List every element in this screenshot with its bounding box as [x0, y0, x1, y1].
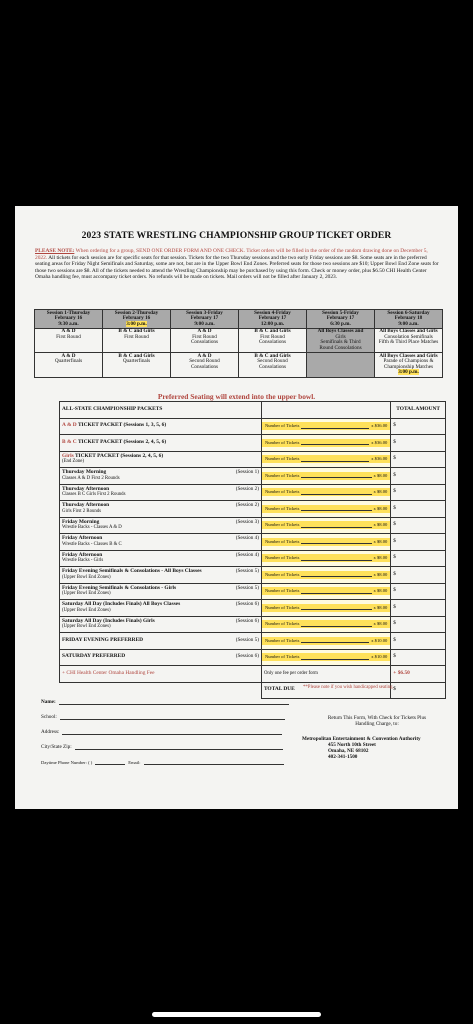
- ticket-count-cell[interactable]: [261, 451, 390, 468]
- packet-description: [60, 633, 262, 650]
- session-event2-1-line: A & D: [61, 352, 76, 359]
- packet-subtitle: Wrestle Backs - Classes B & C: [62, 541, 122, 547]
- amount-dollar: $: [393, 636, 396, 643]
- ticket-price: x $8.00: [373, 505, 388, 511]
- amount-cell[interactable]: [391, 534, 446, 551]
- session-event2-6-line: [376, 370, 441, 376]
- session-event-6-line: Consolation Semifinals: [384, 333, 433, 340]
- ticket-price: x $8.00: [373, 522, 388, 528]
- packet-title: Friday Evening Semifinals & Consolations - All Boys Classes: [62, 568, 202, 575]
- address-street: 455 North 10th Street: [328, 742, 376, 748]
- amount-dollar: $: [393, 455, 396, 462]
- amount-cell[interactable]: [391, 418, 446, 435]
- session-event2-6: [375, 353, 443, 377]
- ticket-price: x $8.00: [373, 588, 388, 594]
- session-event-6: [375, 328, 443, 352]
- packet-row: [60, 517, 446, 534]
- packet-row: [60, 501, 446, 518]
- packet-description: [60, 583, 262, 600]
- city-field[interactable]: [75, 744, 283, 750]
- session-header-2-line: Session 2-Thursday: [114, 309, 159, 316]
- packet-row: [60, 583, 446, 600]
- packet-subtitle: Classes B C Girls First 2 Rounds: [62, 492, 126, 498]
- amount-cell[interactable]: [391, 567, 446, 584]
- ticket-count-field[interactable]: [301, 605, 371, 610]
- session-event-2-line: B & C and Girls: [118, 328, 155, 335]
- amount-dollar: $: [393, 521, 396, 528]
- session-ref: (Session 4): [235, 551, 259, 558]
- ticket-count-field[interactable]: [301, 490, 371, 495]
- email-field[interactable]: [144, 759, 284, 765]
- school-field[interactable]: [60, 714, 285, 720]
- packet-row: [60, 600, 446, 617]
- amount-cell[interactable]: [391, 468, 446, 485]
- session-ref: (Session 3): [235, 518, 259, 525]
- packet-title: TICKET PACKET (Sessions 2, 4, 5, 6): [73, 452, 164, 459]
- packet-description: [60, 418, 262, 435]
- session-event2-5: [307, 353, 375, 377]
- packet-subtitle: Classes A & D First 2 Rounds: [62, 475, 120, 481]
- packet-subtitle: (Upper Bowl End Zones): [62, 574, 111, 580]
- session-event-6-line: Fifth & Third Place Matches: [378, 339, 439, 346]
- number-of-tickets-label: Number of Tickets: [264, 439, 300, 445]
- ticket-count-cell[interactable]: [261, 501, 390, 518]
- ticket-price: x $36.00: [371, 456, 388, 462]
- address-org: Metropolitan Entertainment & Convention Authority: [302, 736, 421, 742]
- ticket-count-cell[interactable]: [261, 468, 390, 485]
- amount-dollar: $: [393, 570, 396, 577]
- session-header-3: [171, 310, 239, 329]
- session-ref: (Session 6): [235, 653, 259, 660]
- packet-row: [60, 616, 446, 633]
- mailing-address: [302, 736, 421, 760]
- packet-title: FRIDAY EVENING PREFERRED: [62, 636, 144, 643]
- session-header-5: [307, 310, 375, 329]
- ticket-count-cell[interactable]: [261, 435, 390, 452]
- packet-title: Saturday All Day (Includes Finals) Girls: [62, 617, 155, 624]
- number-of-tickets-label: Number of Tickets: [264, 621, 300, 627]
- session-event-1: [35, 328, 103, 352]
- amount-dollar: $: [393, 587, 396, 594]
- session-event2-3-line: A & D: [197, 352, 212, 359]
- handicapped-footnote: **Please note if you wish handicapped seating.: [303, 685, 394, 690]
- session-ref: (Session 2): [235, 502, 259, 509]
- intro-body: All tickets for each session are for specific seats for that session. Tickets for the two Thursday sessions and the two early Friday sessions are $8. Some seats are in the preferred seating areas for Friday Night Semifinals and Saturday, some are not, but are in the Upper Bowl End Zones. Preferred seats for those two sessions are $10; Upper Bowl End Zone seats for those two sessions are $8. All of the tickets needed to attend the Wrestling Championship may be purchased by using this form. Check or money order, plus $6.50 CHI Health Center Omaha handling fee, must accompany ticket orders. No refunds will be made on tickets. Mail orders will not be filled after January 2, 2023.: [35, 254, 439, 281]
- session-header-2-line: February 16: [122, 315, 151, 322]
- packet-title: Thursday Afternoon: [62, 502, 110, 509]
- packet-row: [60, 567, 446, 584]
- ticket-count-cell[interactable]: [261, 418, 390, 435]
- ticket-price: x $8.00: [373, 489, 388, 495]
- packet-title: Friday Morning: [62, 518, 100, 525]
- session-event-6-line: All Boys Classes and Girls: [379, 328, 438, 335]
- amount-dollar: $: [393, 488, 396, 495]
- packet-subtitle: Wrestle Backs - Girls: [62, 558, 104, 564]
- ticket-count-field[interactable]: [301, 539, 371, 544]
- session-event-2-line: First Round: [124, 333, 149, 340]
- packet-description: [60, 616, 262, 633]
- number-of-tickets-label: Number of Tickets: [264, 555, 300, 561]
- fee-amount-value: + $6.50: [393, 669, 410, 676]
- session-event2-4-line: Second Round: [257, 358, 288, 365]
- number-of-tickets-label: Number of Tickets: [264, 654, 300, 660]
- ticket-price: x $10.00: [371, 637, 388, 643]
- ticket-count-field[interactable]: [301, 440, 369, 445]
- packet-title: Saturday All Day (Includes Finals) All Boys Classes: [62, 601, 181, 608]
- ticket-price: x $8.00: [373, 538, 388, 544]
- amount-dollar: $: [393, 653, 396, 660]
- ticket-count-cell[interactable]: [261, 484, 390, 501]
- ticket-count-field[interactable]: [301, 655, 369, 660]
- name-line[interactable]: [41, 699, 289, 705]
- amount-cell[interactable]: [391, 517, 446, 534]
- session-event-4-line: B & C and Girls: [254, 328, 291, 335]
- ticket-count-cell[interactable]: [261, 633, 390, 650]
- packet-subtitle: (Upper Bowl End Zones): [62, 624, 111, 630]
- packet-title: Friday Evening Semifinals & Consolations - Girls: [62, 584, 177, 591]
- session-event2-3-line: Consolations: [190, 363, 219, 370]
- session-event2-2: [103, 353, 171, 377]
- session-header-1: [35, 310, 103, 329]
- session-event-5-line: All Boys Classes and: [317, 328, 364, 335]
- number-of-tickets-label: Number of Tickets: [264, 588, 300, 594]
- school-label: School:: [41, 714, 57, 720]
- ticket-count-field[interactable]: [301, 506, 371, 511]
- class-highlight: A & D: [62, 422, 77, 429]
- number-of-tickets-label: Number of Tickets: [264, 637, 300, 643]
- packet-description: [60, 649, 262, 666]
- session-header-1-line: 9:30 a.m.: [58, 320, 79, 327]
- session-event2-6-line: All Boys Classes and Girls: [379, 352, 438, 359]
- total-amount-header: TOTAL AMOUNT: [391, 402, 446, 419]
- packets-header-row: [60, 402, 446, 419]
- ticket-price: x $36.00: [371, 423, 388, 429]
- email-label: Email:: [128, 760, 141, 765]
- packet-description: [60, 484, 262, 501]
- packet-row: [60, 649, 446, 666]
- packet-row: [60, 484, 446, 501]
- session-ref: (Session 4): [235, 535, 259, 542]
- session-header-2: [103, 310, 171, 329]
- session-ref: (Session 5): [235, 636, 259, 643]
- address-label: Address:: [41, 729, 60, 735]
- packet-row: [60, 451, 446, 468]
- handling-fee-row: [60, 666, 446, 683]
- handling-fee-note: Only one fee per order form: [261, 666, 390, 683]
- session-header-1-line: February 16: [54, 315, 83, 322]
- amount-dollar: $: [393, 554, 396, 561]
- session-ref: (Session 5): [235, 568, 259, 575]
- session-header-6-line: February 18: [394, 315, 423, 322]
- session-ref: (Session 2): [235, 485, 259, 492]
- session-event-4: [239, 328, 307, 352]
- address-field[interactable]: [62, 729, 282, 735]
- class-highlight: B & C: [62, 438, 77, 445]
- name-field[interactable]: [59, 699, 289, 705]
- session-event-3-line: Consolations: [190, 339, 219, 346]
- number-of-tickets-label: Number of Tickets: [264, 423, 300, 429]
- please-note-text: When ordering for a group, SEND ONE ORDER FORM AND ONE CHECK. Ticket orders will be filled in the order of the random drawing done on December 5, 2022.: [35, 248, 428, 261]
- ticket-price: x $8.00: [373, 472, 388, 478]
- address-phone: 402-341-1500: [328, 754, 358, 760]
- session-header-3-line: 9:00 a.m.: [194, 320, 215, 327]
- session-event2-4: [239, 353, 307, 377]
- packet-title: Friday Afternoon: [62, 535, 103, 542]
- session-event-5-line: Semifinals & Third: [320, 339, 361, 346]
- packet-title: SATURDAY PREFERRED: [62, 653, 126, 660]
- ticket-count-cell[interactable]: [261, 616, 390, 633]
- amount-dollar: $: [393, 603, 396, 610]
- number-of-tickets-label: Number of Tickets: [264, 522, 300, 528]
- amount-cell[interactable]: [391, 616, 446, 633]
- session-event2-6-line: Championship Matches: [383, 363, 434, 370]
- session-event-5-line: Girls: [335, 333, 346, 340]
- class-highlight: Girls: [62, 452, 74, 459]
- session-event2-6-line: Parade of Champions &: [383, 358, 434, 365]
- session-header-6: [375, 310, 443, 329]
- session-event2-4-line: B & C and Girls: [254, 352, 291, 359]
- session-header-4: [239, 310, 307, 329]
- session-event-3: [171, 328, 239, 352]
- packet-subtitle: (Upper Bowl End Zones): [62, 607, 111, 613]
- session-event2-1-line: Quarterfinals: [54, 358, 83, 365]
- packet-title: Thursday Morning: [62, 469, 107, 476]
- session-event-5: [307, 328, 375, 352]
- ticket-count-field[interactable]: [301, 523, 371, 528]
- ticket-count-field[interactable]: [301, 457, 369, 462]
- amount-dollar: $: [393, 504, 396, 511]
- name-label: Name:: [41, 699, 56, 705]
- session-header-1-line: Session 1-Thursday: [46, 309, 91, 316]
- packet-row: [60, 550, 446, 567]
- phone-line[interactable]: [41, 759, 284, 765]
- packet-subtitle: Girls First 2 Rounds: [62, 508, 102, 514]
- packet-title: Thursday Afternoon: [62, 485, 110, 492]
- packet-subtitle: Wrestle Backs - Classes A & D: [62, 525, 122, 531]
- amount-cell[interactable]: [391, 501, 446, 518]
- session-event2-4-line: Consolations: [258, 363, 287, 370]
- packet-description: [60, 435, 262, 452]
- ticket-count-cell[interactable]: [261, 649, 390, 666]
- packet-row: [60, 418, 446, 435]
- session-event-4-line: Consolations: [258, 339, 287, 346]
- preferred-seating-note: Preferred Seating will extend into the upper bowl.: [157, 392, 316, 401]
- session-ref: (Session 6): [235, 617, 259, 624]
- packet-description: [60, 501, 262, 518]
- session-event-1-line: A & D: [61, 328, 76, 335]
- session-header-5-line: Session 5-Friday: [322, 309, 359, 316]
- session-header-4-line: February 17: [258, 315, 287, 322]
- session-header-4-line: Session 4-Friday: [254, 309, 291, 316]
- session-event2-1: [35, 353, 103, 377]
- session-ref: (Session 5): [235, 584, 259, 591]
- ticket-price: x $36.00: [371, 439, 388, 445]
- packet-row: [60, 633, 446, 650]
- packet-title: TICKET PACKET (Sessions 1, 3, 5, 6): [76, 422, 167, 429]
- packet-row: [60, 435, 446, 452]
- school-line[interactable]: [41, 714, 285, 720]
- highlighted-time: 3:00 p.m.: [126, 320, 147, 327]
- packet-description: [60, 534, 262, 551]
- session-event2-2-line: B & C and Girls: [118, 352, 155, 359]
- address-city: Omaha, NE 68102: [328, 748, 369, 754]
- packet-description: [60, 468, 262, 485]
- session-event-2: [103, 328, 171, 352]
- phone-field[interactable]: [95, 759, 125, 765]
- packet-order-table: [59, 401, 446, 699]
- number-of-tickets-label: Number of Tickets: [264, 489, 300, 495]
- amount-cell[interactable]: [391, 550, 446, 567]
- return-instructions: Return This Form, With Check for Tickets Plus Handling Charge, to:: [327, 715, 427, 727]
- packet-description: [60, 550, 262, 567]
- intro-paragraph: [35, 248, 439, 281]
- packet-title: Friday Afternoon: [62, 551, 103, 558]
- ticket-price: x $10.00: [371, 654, 388, 660]
- session-event-3-line: First Round: [192, 333, 217, 340]
- amount-cell[interactable]: [391, 451, 446, 468]
- amount-cell[interactable]: [391, 600, 446, 617]
- total-due-amount[interactable]: $: [391, 682, 446, 699]
- session-header-3-line: February 17: [190, 315, 219, 322]
- ticket-count-cell[interactable]: [261, 534, 390, 551]
- session-ref: (Session 1): [235, 469, 259, 476]
- session-header-6-line: Session 6-Saturday: [387, 309, 430, 316]
- number-of-tickets-label: Number of Tickets: [264, 538, 300, 544]
- total-spacer: [60, 682, 262, 699]
- packet-title: TICKET PACKET (Sessions 2, 4, 5, 6): [76, 438, 167, 445]
- phone-label: Daytime Phone Number: ( ): [41, 760, 93, 765]
- ticket-count-cell[interactable]: [261, 567, 390, 584]
- ticket-order-form: [15, 206, 458, 809]
- packet-description: [60, 600, 262, 617]
- session-header-5-line: February 17: [326, 315, 355, 322]
- ticket-count-cell[interactable]: [261, 583, 390, 600]
- number-of-tickets-label: Number of Tickets: [264, 505, 300, 511]
- amount-cell[interactable]: [391, 633, 446, 650]
- packet-row: [60, 534, 446, 551]
- amount-dollar: $: [393, 537, 396, 544]
- session-event2-3-line: Second Round: [189, 358, 220, 365]
- session-header-5-line: 6:30 p.m.: [330, 320, 351, 327]
- ticket-price: x $8.00: [373, 621, 388, 627]
- highlighted-time: 3:00 p.m.: [398, 369, 419, 376]
- packet-row: [60, 468, 446, 485]
- ticket-price: x $8.00: [373, 604, 388, 610]
- ticket-count-cell[interactable]: [261, 600, 390, 617]
- home-indicator[interactable]: [152, 1012, 321, 1017]
- please-note-label: PLEASE NOTE:: [35, 248, 75, 254]
- amount-dollar: $: [393, 471, 396, 478]
- address-line[interactable]: [41, 729, 282, 735]
- ticket-count-field[interactable]: [301, 424, 369, 429]
- total-due-label: TOTAL DUE: [261, 682, 390, 699]
- handling-fee-amount: [391, 666, 446, 683]
- amount-cell[interactable]: [391, 435, 446, 452]
- packet-description: [60, 567, 262, 584]
- packets-header-blank: [261, 402, 390, 419]
- session-event-3-line: A & D: [197, 328, 212, 335]
- session-header-6-line: 9:00 a.m.: [398, 320, 419, 327]
- session-header-2-line: [104, 322, 169, 328]
- handling-fee-label: + CHI Health Center Omaha Handling Fee: [60, 666, 262, 683]
- number-of-tickets-label: Number of Tickets: [264, 604, 300, 610]
- amount-dollar: $: [393, 422, 396, 429]
- session-event2-2-line: Quarterfinals: [122, 358, 151, 365]
- amount-cell[interactable]: [391, 484, 446, 501]
- packet-description: [60, 451, 262, 468]
- ticket-count-field[interactable]: [301, 589, 371, 594]
- session-header-4-line: 12:00 p.m.: [260, 320, 285, 327]
- number-of-tickets-label: Number of Tickets: [264, 571, 300, 577]
- amount-dollar: $: [393, 620, 396, 627]
- amount-cell[interactable]: [391, 649, 446, 666]
- ticket-count-field[interactable]: [301, 572, 371, 577]
- number-of-tickets-label: Number of Tickets: [264, 472, 300, 478]
- session-event-5-line: Round Consolations: [319, 345, 362, 352]
- ticket-count-cell[interactable]: [261, 550, 390, 567]
- session-header-3-line: Session 3-Friday: [186, 309, 223, 316]
- packet-subtitle: (End Zone): [62, 459, 84, 465]
- session-event-4-line: First Round: [260, 333, 285, 340]
- number-of-tickets-label: Number of Tickets: [264, 456, 300, 462]
- packets-header-label: ALL-STATE CHAMPIONSHIP PACKETS: [60, 402, 262, 419]
- city-label: City/State Zip:: [41, 744, 72, 750]
- ticket-price: x $8.00: [373, 555, 388, 561]
- session-schedule-table: [34, 309, 443, 378]
- session-event-1-line: First Round: [56, 333, 81, 340]
- amount-cell[interactable]: [391, 583, 446, 600]
- session-ref: (Session 6): [235, 601, 259, 608]
- ticket-count-field[interactable]: [301, 473, 371, 478]
- ticket-count-field[interactable]: [301, 556, 371, 561]
- ticket-count-field[interactable]: [301, 622, 371, 627]
- ticket-price: x $8.00: [373, 571, 388, 577]
- form-title: 2023 STATE WRESTLING CHAMPIONSHIP GROUP TICKET ORDER: [81, 230, 392, 241]
- packet-description: [60, 517, 262, 534]
- amount-dollar: $: [393, 438, 396, 445]
- session-event2-3: [171, 353, 239, 377]
- city-line[interactable]: [41, 744, 283, 750]
- ticket-count-field[interactable]: [301, 638, 369, 643]
- packet-subtitle: (Upper Bowl End Zones): [62, 591, 111, 597]
- ticket-count-cell[interactable]: [261, 517, 390, 534]
